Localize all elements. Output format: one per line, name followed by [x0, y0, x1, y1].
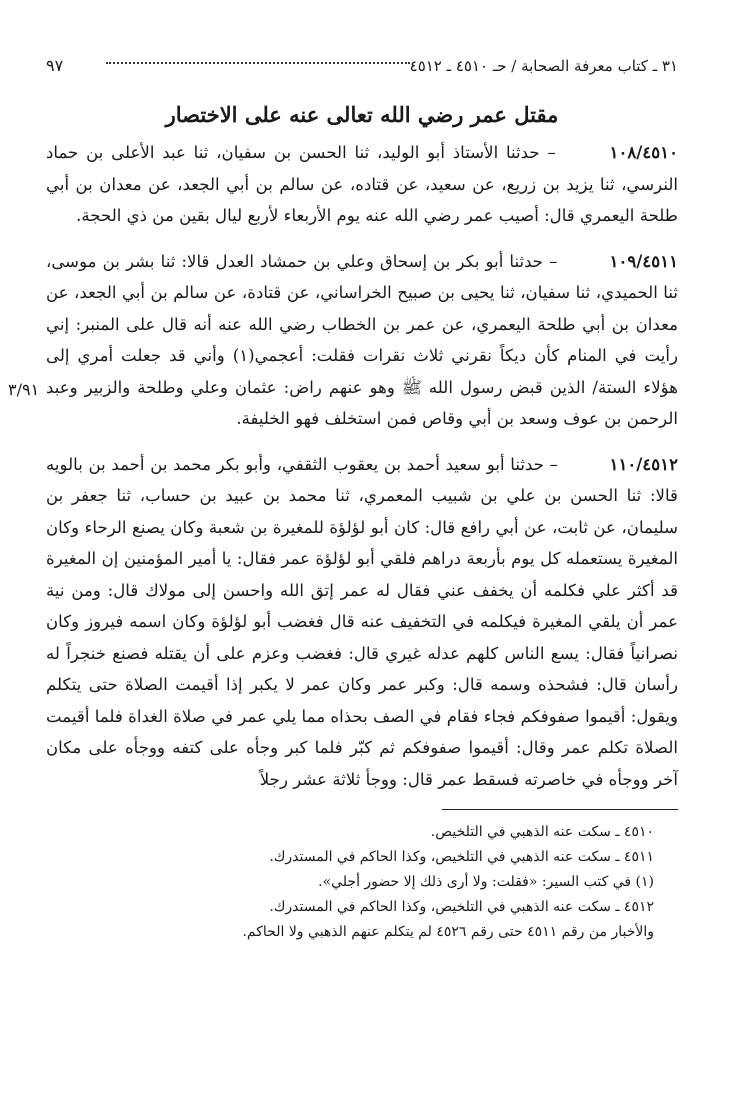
- footnotes: [46, 820, 678, 945]
- footnote: ٤٥١١ ـ سكت عنه الذهبي في التلخيص، وكذا الحاكم في المستدرك.: [269, 849, 654, 865]
- section-heading: مقتل عمر رضي الله تعالى عنه على الاختصار: [165, 102, 559, 127]
- entry-text: – حدثنا الأستاذ أبو الوليد، ثنا الحسن بن سفيان، ثنا عبد الأعلى بن حماد النرسي، ثنا يزيد بن زريع، عن سعيد، عن قتاده، عن سالم بن أبي الجعد، عن معدان بن أبي طلحة اليعمري قال: أصيب عمر رضي الله عنه يوم الأربعاء لأربع ليال بقين من ذي الحجة.: [46, 143, 678, 225]
- hadith-entry: [46, 137, 678, 232]
- entry-text: – حدثنا أبو بكر بن إسحاق وعلي بن حمشاد العدل قالا: ثنا بشر بن موسى، ثنا الحميدي، ثنا سفيان، ثنا يحيى بن صبيح الخراساني، عن قتادة، عن سالم بن أبي الجعد، عن معدان بن أبي طلحة اليعمري، عن عمر بن الخطاب رضي الله عنه أنه قال على المنبر: إني رأيت في المنام كأن ديكاً نقرني ثلاث نقرات فقلت: أعجمي(١) وأني قد جعلت أمري إلى هؤلاء الستة/ الذين قبض رسول الله ﷺ وهو عنهم راض: عثمان وعلي وطلحة والزبير وعبد الرحمن بن عوف وسعد بن أبي وقاص فمن استخلف فهو الخليفة.: [46, 251, 678, 428]
- footnote: ٤٥١٢ ـ سكت عنه الذهبي في التلخيص، وكذا الحاكم في المستدرك.: [269, 899, 654, 915]
- footnote: (١) في كتب السير: «فقلت: ولا أرى ذلك إلا حضور أجلي».: [318, 874, 654, 890]
- footnote: والأخبار من رقم ٤٥١١ حتى رقم ٤٥٢٦ لم يتكلم عنهم الذهبي ولا الحاكم.: [242, 924, 654, 940]
- footnote-separator: [442, 809, 678, 810]
- hadith-entry: [8, 246, 678, 435]
- running-header-title: ٣١ ـ كتاب معرفة الصحابة / حـ ٤٥١٠ ـ ٤٥١٢: [409, 57, 678, 75]
- entry-number: ١٠٨/٤٥١٠: [609, 142, 678, 162]
- margin-reference: ٣/٩١: [8, 379, 40, 399]
- footnote: ٤٥١٠ ـ سكت عنه الذهبي في التلخيص.: [430, 824, 654, 840]
- hadith-entry: [46, 449, 678, 796]
- entry-text: – حدثنا أبو سعيد أحمد بن يعقوب الثقفي، وأبو بكر محمد بن أحمد بن بالويه قالا: ثنا الحسن بن علي بن شبيب المعمري، ثنا محمد بن عبيد بن حساب، ثنا جعفر بن سليمان، عن ثابت، عن أبي رافع قال: كان أبو لؤلؤة للمغيرة بن شعبة وكان يصنع الرحاء وكان المغيرة يستعمله كل يوم بأربعة دراهم فلقي أبو لؤلؤة عمر فقال: يا أمير المؤمنين إن المغيرة قد أكثر علي فكلمه أن يخفف عني فقال له عمر إتق الله واحسن إلى مولاك قال: ومن نية عمر أن يلقي المغيرة فيكلمه في التخفيف عنه قال فغضب أبو لؤلؤة وكان اسمه فيروز وكان نصرانياً فقال: يسع الناس كلهم عدله غيري قال: فغضب وعزم على أن يقتله فصنع خنجراً له رأسان قال: فشحذه وسمه قال: وكبر عمر وكان عمر لا يكبر إذا أقيمت الصلاة حتى يتكلم ويقول: أقيموا صفوفكم فجاء فقام في الصف بحذاه مما يلي عمر في صلاة الغداة فلما أقيمت الصلاة تكلم عمر وقال: أقيموا صفوفكم ثم كبّر فلما كبر وجأه على كتفه ووجأه على مكان آخر ووجأه في خاصرته فسقط عمر قال: ووجأ ثلاثة عشر رجلاً: [46, 454, 678, 789]
- entry-number: ١١٠/٤٥١٢: [609, 453, 678, 474]
- running-header: [46, 52, 678, 80]
- page-number: ٩٧: [46, 56, 64, 75]
- entry-number: ١٠٩/٤٥١١: [609, 250, 678, 271]
- dotted-leader: [106, 62, 410, 64]
- book-page: [8, 52, 678, 1082]
